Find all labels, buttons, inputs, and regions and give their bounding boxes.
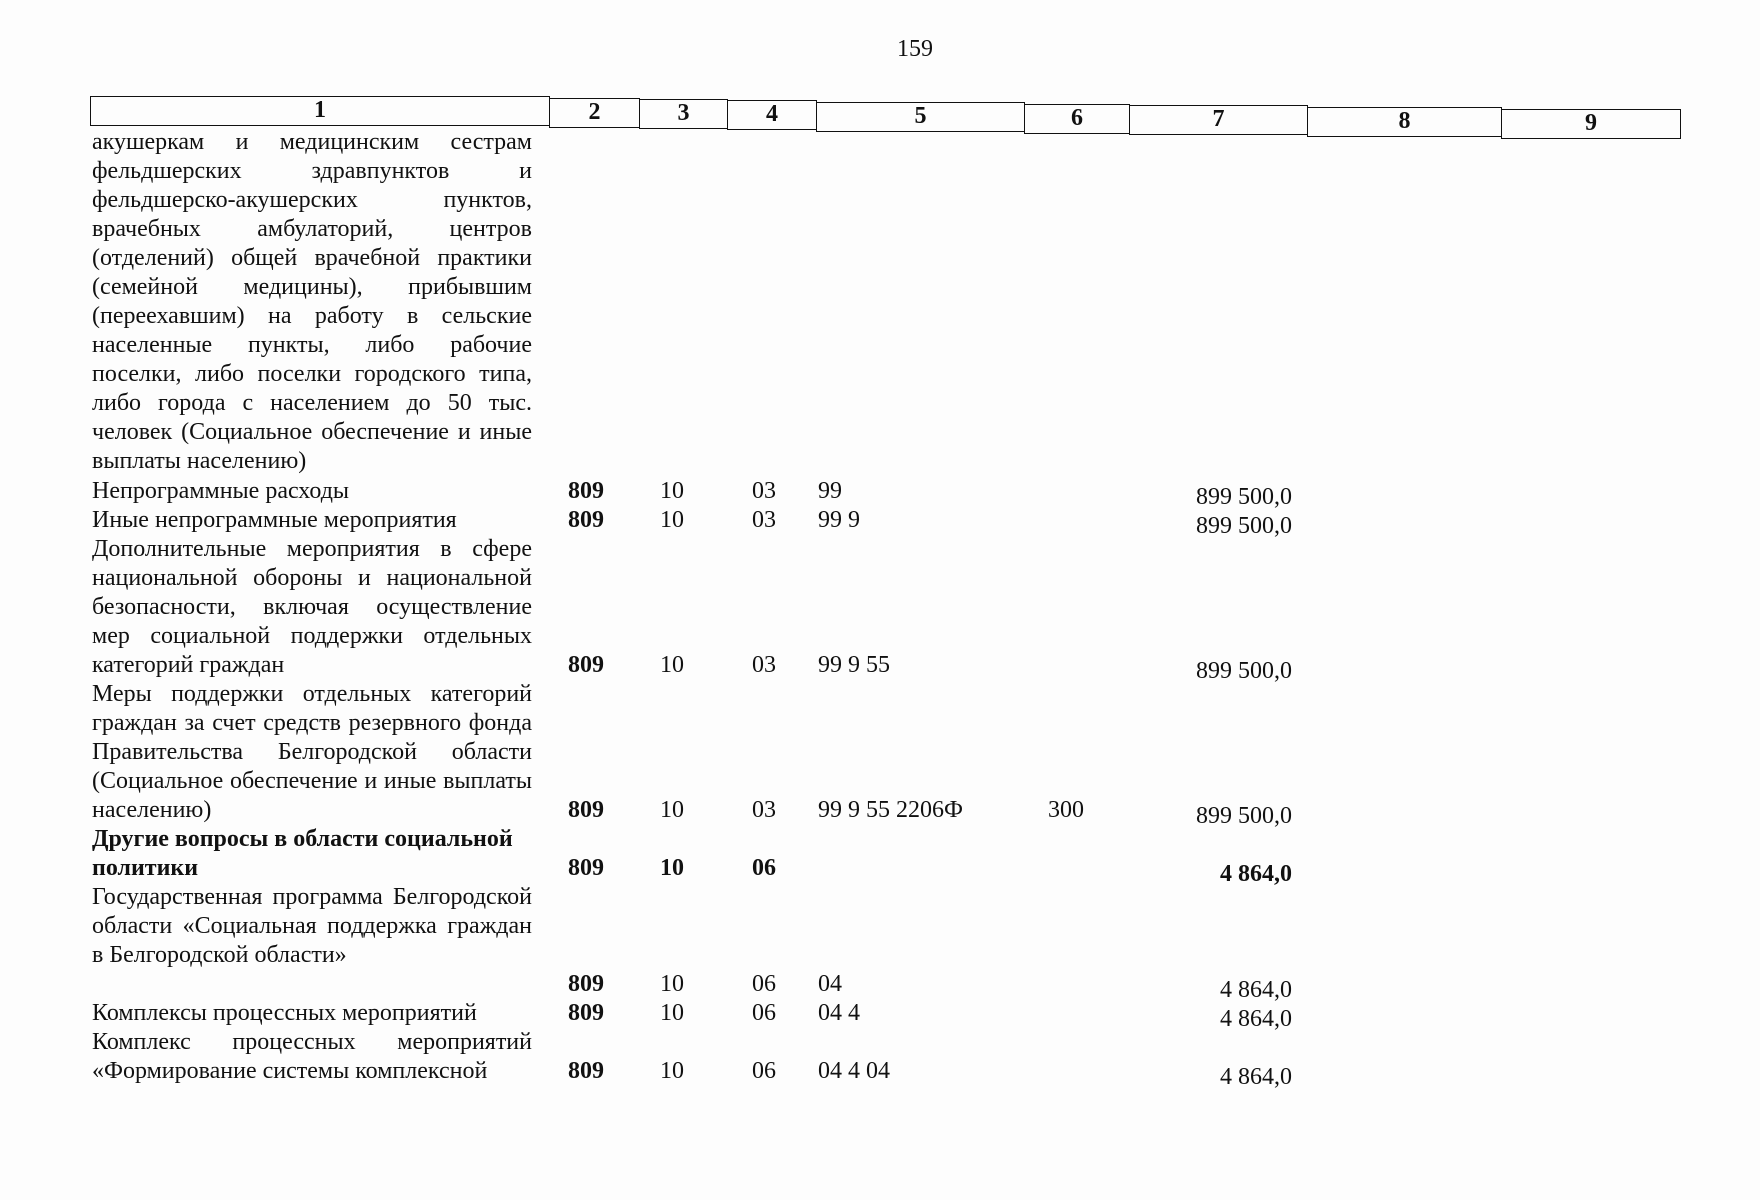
row-sum: 4 864,0	[1220, 977, 1292, 1003]
row-sum: 899 500,0	[1196, 513, 1292, 539]
row-section: 10	[660, 1000, 684, 1026]
row-subsection: 03	[752, 478, 776, 504]
row-target-article: 04 4 04	[818, 1058, 890, 1084]
row-code: 809	[568, 478, 604, 504]
column-header-6: 6	[1024, 104, 1130, 134]
row-code: 809	[568, 507, 604, 533]
row-target-article: 99 9 55 2206Ф	[818, 797, 963, 823]
row-subsection: 03	[752, 652, 776, 678]
row-section: 10	[660, 971, 684, 997]
row-code: 809	[568, 652, 604, 678]
row-sum: 899 500,0	[1196, 658, 1292, 684]
column-header-7: 7	[1129, 105, 1308, 135]
row-code: 809	[568, 855, 604, 881]
row-sum: 4 864,0	[1220, 1006, 1292, 1032]
row-section: 10	[660, 652, 684, 678]
row-code: 809	[568, 1058, 604, 1084]
row-sum: 899 500,0	[1196, 803, 1292, 829]
row-code: 809	[568, 1000, 604, 1026]
row-expense-type: 300	[1048, 797, 1084, 823]
column-header-2: 2	[549, 98, 640, 128]
row-section: 10	[660, 855, 684, 881]
column-header-4: 4	[727, 100, 817, 130]
page-number: 159	[897, 36, 933, 62]
row-section: 10	[660, 507, 684, 533]
row-code: 809	[568, 797, 604, 823]
row-description: акушеркам и медицинским сестрам фельдшерских здравпунктов и фельдшерско-акушерских пунктов, врачебных амбулаторий, центров (отделений) общей врачебной практики (семейной медицины), прибывшим (переехавшим) на работу в сельские населенные пункты, либо рабочие поселки, либо поселки городского типа, либо города с населением до 50 тыс. человек (Социальное обеспечение и иные выплаты населению)	[92, 129, 532, 474]
row-subsection: 06	[752, 855, 776, 881]
column-header-9: 9	[1501, 109, 1681, 139]
column-header-3: 3	[639, 99, 728, 129]
row-target-article: 99 9	[818, 507, 860, 533]
column-header-8: 8	[1307, 107, 1502, 137]
row-section: 10	[660, 478, 684, 504]
row-target-article: 99 9 55	[818, 652, 890, 678]
column-header-1: 1	[90, 96, 550, 126]
row-description: Комплексы процессных мероприятий	[92, 1000, 477, 1026]
row-section: 10	[660, 1058, 684, 1084]
row-description: Иные непрограммные мероприятия	[92, 507, 457, 533]
row-subsection: 06	[752, 1058, 776, 1084]
row-description: Комплекс процессных мероприятий «Формирование системы комплексной	[92, 1029, 532, 1084]
row-subsection: 06	[752, 971, 776, 997]
row-sum: 4 864,0	[1220, 1064, 1292, 1090]
row-code: 809	[568, 971, 604, 997]
row-description: Непрограммные расходы	[92, 478, 350, 504]
row-description: Меры поддержки отдельных категорий граждан за счет средств резервного фонда Правительства Белгородской области (Социальное обеспечение и иные выплаты населению)	[92, 681, 532, 823]
column-header-5: 5	[816, 102, 1025, 132]
row-sum: 4 864,0	[1220, 861, 1292, 887]
row-target-article: 04 4	[818, 1000, 860, 1026]
row-section: 10	[660, 797, 684, 823]
row-sum: 899 500,0	[1196, 484, 1292, 510]
row-description: Государственная программа Белгородской области «Социальная поддержка граждан в Белгородской области»	[92, 884, 532, 968]
row-description: Дополнительные мероприятия в сфере национальной обороны и национальной безопасности, включая осуществление мер социальной поддержки отдельных категорий граждан	[92, 536, 532, 678]
row-subsection: 03	[752, 797, 776, 823]
row-target-article: 99	[818, 478, 842, 504]
row-description: Другие вопросы в области социальной политики	[92, 826, 513, 881]
row-subsection: 03	[752, 507, 776, 533]
row-subsection: 06	[752, 1000, 776, 1026]
row-target-article: 04	[818, 971, 842, 997]
